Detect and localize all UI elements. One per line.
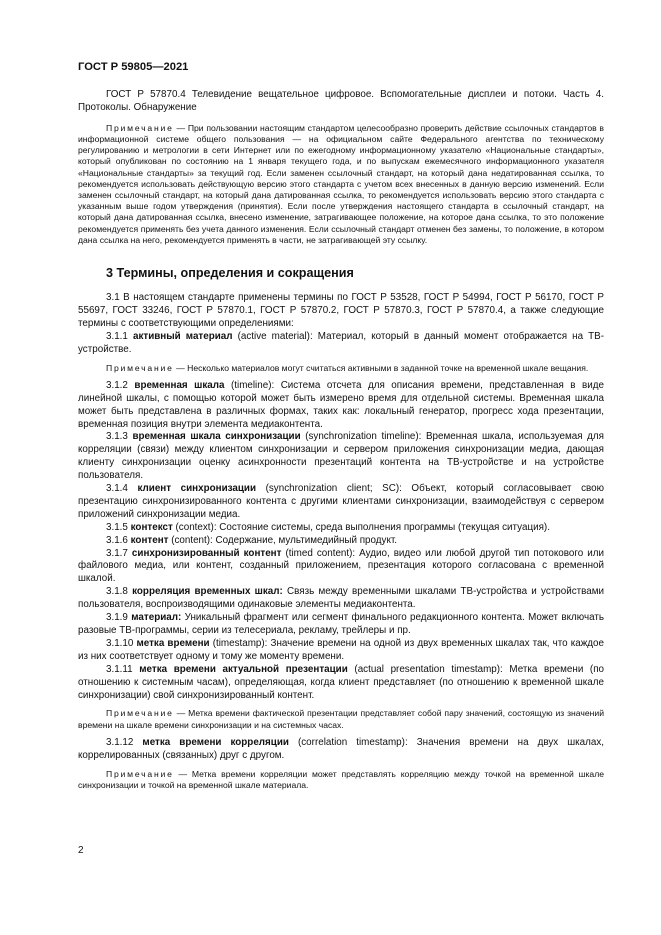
term-3-1-4: 3.1.4 клиент синхронизации (synchronization client; SC): Объект, который согласовывает свою презентацию синхронизированного контента с другими клиентами синхронизации, взаимодействуя с сервером приложений синхронизации медиа. <box>78 483 604 520</box>
term-3-1-6: 3.1.6 контент (content): Содержание, мультимедийный продукт. <box>106 534 398 546</box>
note-3-1-11: Примечание — Метка времени фактической презентации представляет собой пару значений, состоящую из значений времени на шкале времени синхронизации и на системных часах. <box>78 708 604 730</box>
note-3-1-12: Примечание — Метка времени корреляции может представлять корреляцию между точкой на временной шкале синхронизации и точкой на временной шкале материала. <box>78 768 604 790</box>
term-3-1-3: 3.1.3 временная шкала синхронизации (synchronization timeline): Временная шкала, используемая для корреляции (связи) между клиентом синхронизации и сервером приложения синхронизации медиа, дающая клиенту синхронизации оценку асинхронности презентаций контента на ТВ-устройстве и на устройстве пользователя. <box>78 431 604 482</box>
term-3-1-5: 3.1.5 контекст (context): Состояние системы, среда выполнения программы (текущая ситуация). <box>106 521 550 533</box>
term-3-1-11: 3.1.11 метка времени актуальной презентации (actual presentation timestamp): Метка времени (по отношению к системным часам), определяющая, когда клиент представляет (по отношению к временной шкале синхронизации) свой синхронизированный контент. <box>78 663 605 701</box>
note-3-1-1: Примечание — Несколько материалов могут считаться активными в заданной точке на временной шкале вещания. <box>106 362 589 373</box>
term-3-1-8: 3.1.8 корреляция временных шкал: Связь между временными шкалами ТВ-устройства и устройствами пользователя, воспроизводящими одинаковые элементы медиаконтента. <box>78 586 604 611</box>
document-code: ГОСТ Р 59805—2021 <box>78 61 189 73</box>
term-3-1-1: 3.1.1 активный материал (active material): Материал, который в данный момент отображается на ТВ-устройстве. <box>78 330 604 355</box>
section-heading: 3 Термины, определения и сокращения <box>106 266 354 281</box>
term-3-1-7: 3.1.7 синхронизированный контент (timed content): Аудио, видео или любой другой тип потокового или файлового медиа, или контент, созданный приложением, презентация которого согласована с временной шкалой. <box>78 547 604 585</box>
reference-entry: ГОСТ Р 57870.4 Телевидение вещательное цифровое. Вспомогательные дисплеи и потоки. Часть 4. Протоколы. Обнаружение <box>78 89 604 113</box>
term-3-1-9: 3.1.9 материал: Уникальный фрагмент или сегмент финального редакционного контента. Может включать разовые ТВ-программы, серии из телесериала, рекламу, трейлеры и пр. <box>78 612 604 636</box>
page-number: 2 <box>78 845 84 856</box>
term-3-1-12: 3.1.12 метка времени корреляции (correlation timestamp): Значения времени на двух шкалах, коррелированных (связанных) друг с другом. <box>78 736 604 761</box>
page-content <box>78 89 604 791</box>
clause-3-1: 3.1 В настоящем стандарте применены термины по ГОСТ Р 53528, ГОСТ Р 54994, ГОСТ Р 56170, ГОСТ Р 55697, ГОСТ 33246, ГОСТ Р 57870.1, ГОСТ Р 57870.2, ГОСТ Р 57870.3, ГОСТ Р 57870.4, а также следующие термины с соответствующими определениями: <box>78 292 604 329</box>
term-3-1-2: 3.1.2 временная шкала (timeline): Система отсчета для описания времени, представленная в виде линейной шкалы, с помощью которой может быть измерено время для отдельной системы. Временная шкала может быть представлена в различных формах, таких как: локальный генератор, прогресс хода презентации, временная позиция внутри элемента медиаконтента. <box>78 379 604 430</box>
term-3-1-10: 3.1.10 метка времени (timestamp): Значение времени на одной из двух временных шкалах так, что каждое из них соответствует одному и тому же моменту времени. <box>78 637 605 662</box>
note-paragraph: Примечание — При пользовании настоящим стандартом целесообразно проверить действие ссылочных стандартов в информационной системе общего пользования — на официальном сайте Федерального агентства по техническому регулированию и метрологии в сети Интернет или по ежегодному информационному указателю «Национальные стандарты», который опубликован по состоянию на 1 января текущего года, и по выпускам ежемесячного информационного указателя «Национальные стандарты» за текущий год. Если заменен ссылочный стандарт, на который дана недатированная ссылка, то рекомендуется использовать действующую версию этого стандарта с учетом всех внесенных в данную версию изменений. Если заменен ссылочный стандарт, на который дана датированная ссылка, то рекомендуется использовать версию этого стандарта с указанным выше годом утверждения (принятия). Если после утверждения настоящего стандарта в ссылочный стандарт, на который дана датированная ссылка, внесено изменение, затрагивающее положение, на которое дана ссылка, то это положение рекомендуется применять без учета данного изменения. Если ссылочный стандарт отменен без замены, то положение, в котором дана ссылка на него, рекомендуется применять в части, не затрагивающей эту ссылку. <box>78 122 604 245</box>
